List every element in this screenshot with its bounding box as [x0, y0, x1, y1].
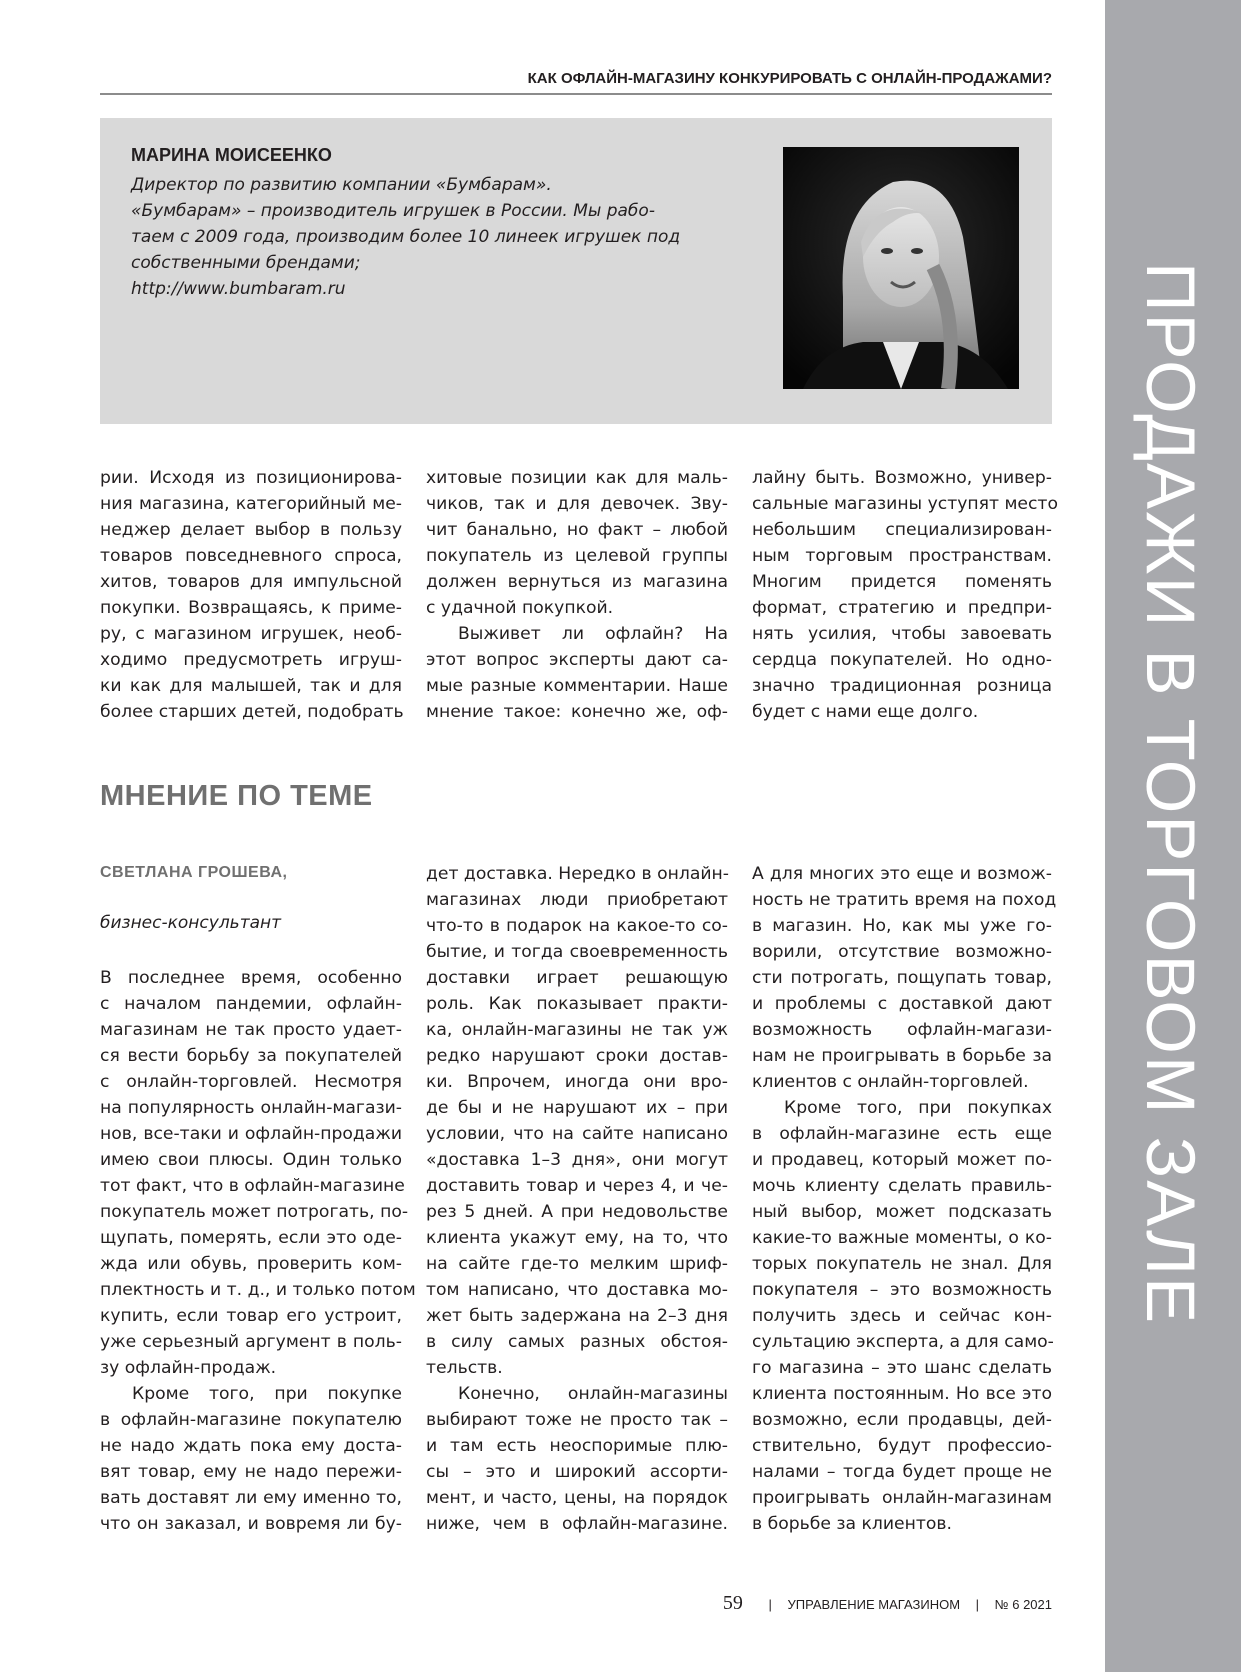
text-line: сти потрогать, пощупать товар,: [752, 968, 1052, 988]
running-head: КАК ОФЛАЙН-МАГАЗИНУ КОНКУРИРОВАТЬ С ОНЛАЙН-ПРОДАЖАМИ?: [527, 70, 1052, 87]
opinion-column-2: [426, 861, 728, 1537]
text-line: покупателя – это возможность: [752, 1280, 1052, 1300]
text-line: ность не тратить время на поход: [752, 890, 1057, 910]
expert-bio-line: собственными брендами;: [131, 253, 361, 273]
opinion-column-3: [752, 861, 1057, 1537]
text-line: в силу самых разных обстоя-: [426, 1332, 728, 1352]
text-line: получить здесь и сейчас кон-: [752, 1306, 1052, 1326]
opinion-column-1: [100, 965, 416, 1537]
text-line: мент, и часто, цены, на порядок: [426, 1488, 728, 1508]
text-line: мочь клиенту сделать правиль-: [752, 1176, 1052, 1196]
text-line: условии, что на сайте написано: [426, 1124, 728, 1144]
text-line: значно традиционная розница: [752, 676, 1052, 696]
text-line: какие-то важные моменты, о ко-: [752, 1228, 1052, 1248]
text-line: клиента постоянным. Но все это: [752, 1384, 1052, 1404]
text-line: покупатель из целевой группы: [426, 546, 728, 566]
text-line: ру, с магазином игрушек, необ-: [100, 624, 402, 644]
text-line: покупки. Возвращаясь, к приме-: [100, 598, 402, 618]
text-line: торых покупатель не знал. Для: [752, 1254, 1052, 1274]
article-column-2: [426, 465, 728, 725]
text-line: плектность и т. д., и только потом: [100, 1280, 416, 1300]
text-line: налами – тогда будет проще не: [752, 1462, 1052, 1482]
text-line: нять усилия, чтобы завоевать: [752, 624, 1052, 644]
text-line: Конечно, онлайн-магазины: [458, 1384, 728, 1404]
text-line: сы – это и широкий ассорти-: [426, 1462, 728, 1482]
text-line: должен вернуться из магазина: [426, 572, 728, 592]
portrait-photo-icon: [783, 147, 1019, 389]
text-line: нам не проигрывать в борьбе за: [752, 1046, 1052, 1066]
text-line: магазинам не так просто удает-: [100, 1020, 402, 1040]
text-line: этот вопрос эксперты дают са-: [426, 650, 728, 670]
text-line: жда или обувь, проверить ком-: [100, 1254, 402, 1274]
text-line: магазинах люди приобретают: [426, 890, 728, 910]
text-line: Многим придется поменять: [752, 572, 1052, 592]
article-column-3: [752, 465, 1058, 725]
text-line: рез 5 дней. А при недовольстве: [426, 1202, 728, 1222]
text-line: хитовые позиции как для маль-: [426, 468, 728, 488]
text-line: ки как для малышей, так и для: [100, 676, 402, 696]
text-line: том написано, что доставка мо-: [426, 1280, 728, 1300]
text-line: выбирают тоже не просто так –: [426, 1410, 728, 1430]
text-line: в офлайн-магазине покупателю: [100, 1410, 402, 1430]
text-line: рии. Исходя из позиционирова-: [100, 468, 402, 488]
text-line: ся вести борьбу за покупателей: [100, 1046, 402, 1066]
consultant-name: СВЕТЛАНА ГРОШЕВА,: [100, 864, 288, 881]
text-line: товаров повседневного спроса,: [100, 546, 402, 566]
text-line: возможность офлайн-магази-: [752, 1020, 1052, 1040]
text-line: имею свои плюсы. Один только: [100, 1150, 402, 1170]
text-line: неджер делает выбор в пользу: [100, 520, 402, 540]
text-line: что-то в подарок на какое-то со-: [426, 916, 728, 936]
text-line: и проблемы с доставкой дают: [752, 994, 1052, 1014]
text-line: купить, если товар его устроит,: [100, 1306, 402, 1326]
text-line: на сайте где-то мелким шриф-: [426, 1254, 728, 1274]
text-line: тот факт, что в офлайн-магазине: [100, 1176, 405, 1196]
page-footer: [600, 1592, 1052, 1615]
text-line: сультацию эксперта, а для само-: [752, 1332, 1054, 1352]
text-line: чиков, так и для девочек. Зву-: [426, 494, 728, 514]
text-line: ворили, отсутствие возможно-: [752, 942, 1052, 962]
text-line: клиентов с онлайн-торговлей.: [752, 1072, 1029, 1092]
text-line: лайну быть. Возможно, универ-: [752, 468, 1052, 488]
text-line: и там есть неоспоримые плю-: [426, 1436, 728, 1456]
text-line: с удачной покупкой.: [426, 598, 614, 618]
text-line: с онлайн-торговлей. Несмотря: [100, 1072, 402, 1092]
text-line: роль. Как показывает практи-: [426, 994, 728, 1014]
footer-separator: |: [975, 1597, 980, 1612]
expert-portrait-photo: [783, 147, 1019, 389]
text-line: клиента укажут ему, на то, что: [426, 1228, 728, 1248]
text-line: го магазина – это шанс сделать: [752, 1358, 1052, 1378]
text-line: с началом пандемии, офлайн-: [100, 994, 402, 1014]
text-line: зу офлайн-продаж.: [100, 1358, 277, 1378]
text-line: Кроме того, при покупке: [132, 1384, 402, 1404]
text-line: мнение такое: конечно же, оф-: [426, 702, 728, 722]
text-line: бытие, и тогда своевременность: [426, 942, 728, 962]
magazine-name: УПРАВЛЕНИЕ МАГАЗИНОМ: [787, 1597, 961, 1612]
text-line: ходимо предусмотреть игруш-: [100, 650, 402, 670]
text-line: чит банально, но факт – любой: [426, 520, 728, 540]
expert-bio-line: таем с 2009 года, производим более 10 линеек игрушек под: [131, 227, 681, 247]
text-line: В последнее время, особенно: [100, 968, 402, 988]
page-number: 59: [722, 1592, 743, 1614]
text-line: сальные магазины уступят место: [752, 494, 1058, 514]
text-line: «доставка 1–3 дня», они могут: [426, 1150, 728, 1170]
text-line: нов, все-таки и офлайн-продажи: [100, 1124, 402, 1144]
text-line: дет доставка. Нередко в онлайн-: [426, 864, 729, 884]
text-line: сердца покупателей. Но одно-: [752, 650, 1052, 670]
text-line: ным торговым пространствам.: [752, 546, 1052, 566]
text-line: де бы и не нарушают их – при: [426, 1098, 728, 1118]
text-line: и продавец, который может по-: [752, 1150, 1052, 1170]
text-line: Кроме того, при покупках: [784, 1098, 1052, 1118]
text-line: в офлайн-магазине есть еще: [752, 1124, 1052, 1144]
text-line: возможно, если продавцы, дей-: [752, 1410, 1052, 1430]
article-column-1: [100, 465, 402, 725]
text-line: вят товар, ему не надо пережи-: [100, 1462, 402, 1482]
text-line: проигрывать онлайн-магазинам: [752, 1488, 1052, 1508]
text-line: что он заказал, и вовремя ли бу-: [100, 1514, 402, 1534]
text-line: формат, стратегию и предпри-: [752, 598, 1052, 618]
text-line: А для многих это еще и возмож-: [752, 864, 1052, 884]
text-line: в борьбе за клиентов.: [752, 1514, 952, 1534]
section-side-title: ПРОДАЖИ В ТОРГОВОМ ЗАЛЕ: [1132, 262, 1209, 1326]
text-line: вать доставят ли ему именно то,: [100, 1488, 402, 1508]
expert-bio-line: «Бумбарам» – производитель игрушек в России. Мы рабо-: [131, 201, 655, 221]
consultant-role: бизнес-консультант: [100, 913, 282, 933]
text-line: уже серьезный аргумент в поль-: [100, 1332, 402, 1352]
text-line: доставить товар и через 4, и че-: [426, 1176, 728, 1196]
expert-bio: [131, 172, 731, 302]
text-line: ка, онлайн-магазины не так уж: [426, 1020, 728, 1040]
text-line: ки. Впрочем, иногда они вро-: [426, 1072, 728, 1092]
text-line: в магазин. Но, как мы уже го-: [752, 916, 1052, 936]
text-line: ниже, чем в офлайн-магазине.: [426, 1514, 728, 1534]
text-line: ния магазина, категорийный ме-: [100, 494, 402, 514]
footer-separator: |: [768, 1597, 772, 1612]
text-line: Выживет ли офлайн? На: [458, 624, 728, 644]
text-line: не надо ждать пока ему доста-: [100, 1436, 402, 1456]
text-line: более старших детей, подобрать: [100, 702, 404, 722]
head-divider: [100, 93, 1052, 95]
text-line: доставки играет решающую: [426, 968, 728, 988]
text-line: тельств.: [426, 1358, 503, 1378]
text-line: покупатель может потрогать, по-: [100, 1202, 409, 1222]
text-line: будет с нами еще долго.: [752, 702, 979, 722]
expert-name: МАРИНА МОИСЕЕНКО: [131, 145, 332, 165]
expert-bio-line: http://www.bumbaram.ru: [131, 279, 346, 299]
text-line: жет быть задержана на 2–3 дня: [426, 1306, 728, 1326]
issue-number: № 6 2021: [994, 1597, 1052, 1612]
text-line: редко нарушают сроки достав-: [426, 1046, 728, 1066]
section-heading: МНЕНИЕ ПО ТЕМЕ: [100, 780, 373, 812]
text-line: ный выбор, может подсказать: [752, 1202, 1052, 1222]
expert-bio-line: Директор по развитию компании «Бумбарам».: [131, 175, 552, 195]
text-line: мые разные комментарии. Наше: [426, 676, 728, 696]
text-line: ствительно, будут профессио-: [752, 1436, 1052, 1456]
text-line: на популярность онлайн-магази-: [100, 1098, 402, 1118]
text-line: небольшим специализирован-: [752, 520, 1052, 540]
text-line: щупать, померять, если это оде-: [100, 1228, 402, 1248]
text-line: хитов, товаров для импульсной: [100, 572, 402, 592]
